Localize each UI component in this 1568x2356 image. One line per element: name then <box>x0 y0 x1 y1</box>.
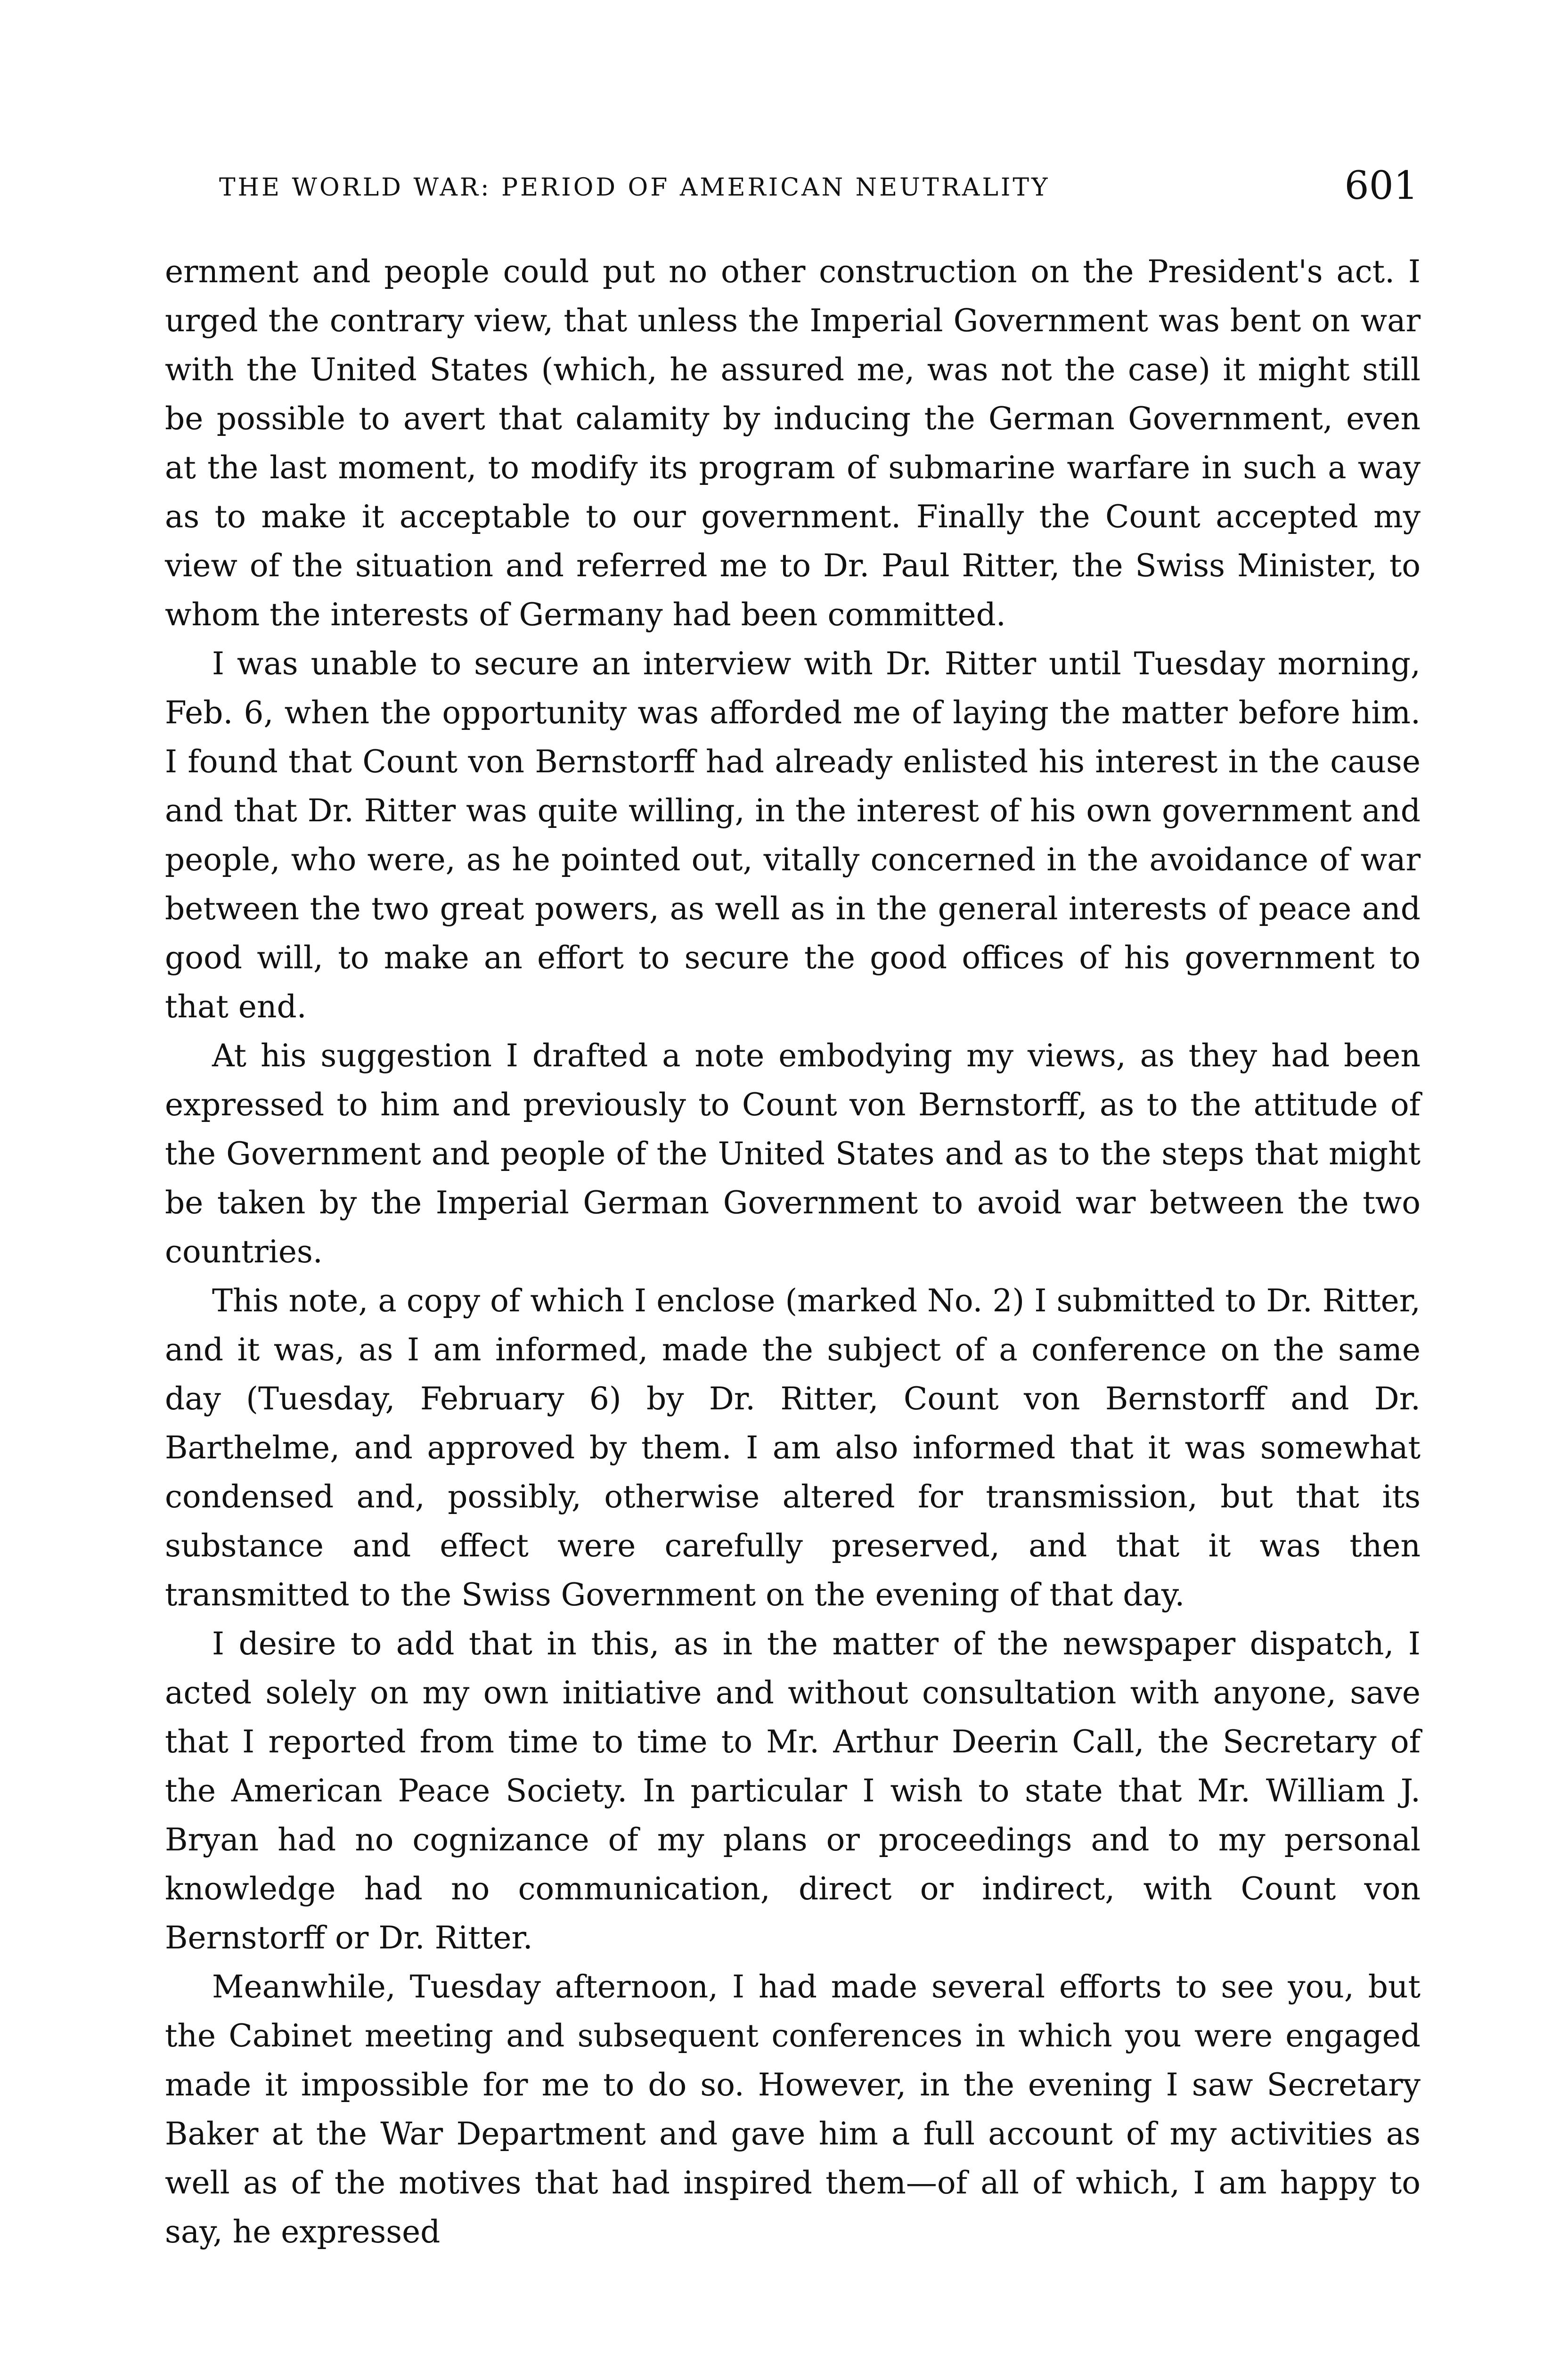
paragraph: I desire to add that in this, as in the matter of the newspaper dispatch, I acted solely on my own initiative and without consultation with anyone, save that I reported from time to time to Mr. Arthur Deerin Call, the Secretary of the American Peace Society. In particular I wish to state that Mr. William J. Bryan had no cognizance of my plans or proceedings and to my personal knowledge had no communication, direct or indirect, with Count von Bernstorff or Dr. Ritter. <box>165 1626 1421 1956</box>
paragraph: This note, a copy of which I enclose (marked No. 2) I submitted to Dr. Ritter, and it was, as I am informed, made the subject of a conference on the same day (Tuesday, February 6) by Dr. Ritter, Count von Bernstorff and Dr. Barthelme, and approved by them. I am also informed that it was somewhat condensed and, possibly, otherwise altered for transmission, but that its substance and effect were carefully preserved, and that it was then transmitted to the Swiss Government on the evening of that day. <box>165 1283 1421 1613</box>
paragraph: ernment and people could put no other construction on the President's act. I urged the contrary view, that unless the Imperial Government was bent on war with the United States (which, he assured me, was not the case) it might still be possible to avert that calamity by inducing the German Government, even at the last moment, to modify its program of submarine warfare in such a way as to make it acceptable to our government. Finally the Count accepted my view of the situation and referred me to Dr. Paul Ritter, the Swiss Minister, to whom the interests of Germany had been committed. <box>165 254 1421 633</box>
running-header <box>165 163 1428 219</box>
paragraph: Meanwhile, Tuesday afternoon, I had made several efforts to see you, but the Cabinet meeting and subsequent conferences in which you were engaged made it impossible for me to do so. However, in the evening I saw Secretary Baker at the War Department and gave him a full account of my activities as well as of the motives that had inspired them—of all of which, I am happy to say, he expressed <box>165 1969 1421 2250</box>
body-text <box>165 247 1421 2257</box>
page-number: 601 <box>1344 164 1418 208</box>
running-title: THE WORLD WAR: PERIOD OF AMERICAN NEUTRALITY <box>219 173 1050 202</box>
paragraph: I was unable to secure an interview with Dr. Ritter until Tuesday morning, Feb. 6, when the opportunity was afforded me of laying the matter before him. I found that Count von Bernstorff had already enlisted his interest in the cause and that Dr. Ritter was quite willing, in the interest of his own government and people, who were, as he pointed out, vitally concerned in the avoidance of war between the two great powers, as well as in the general interests of peace and good will, to make an effort to secure the good offices of his government to that end. <box>165 646 1421 1025</box>
paragraph: At his suggestion I drafted a note embodying my views, as they had been expressed to him and previously to Count von Bernstorff, as to the attitude of the Government and people of the United States and as to the steps that might be taken by the Imperial German Government to avoid war between the two countries. <box>165 1038 1421 1270</box>
